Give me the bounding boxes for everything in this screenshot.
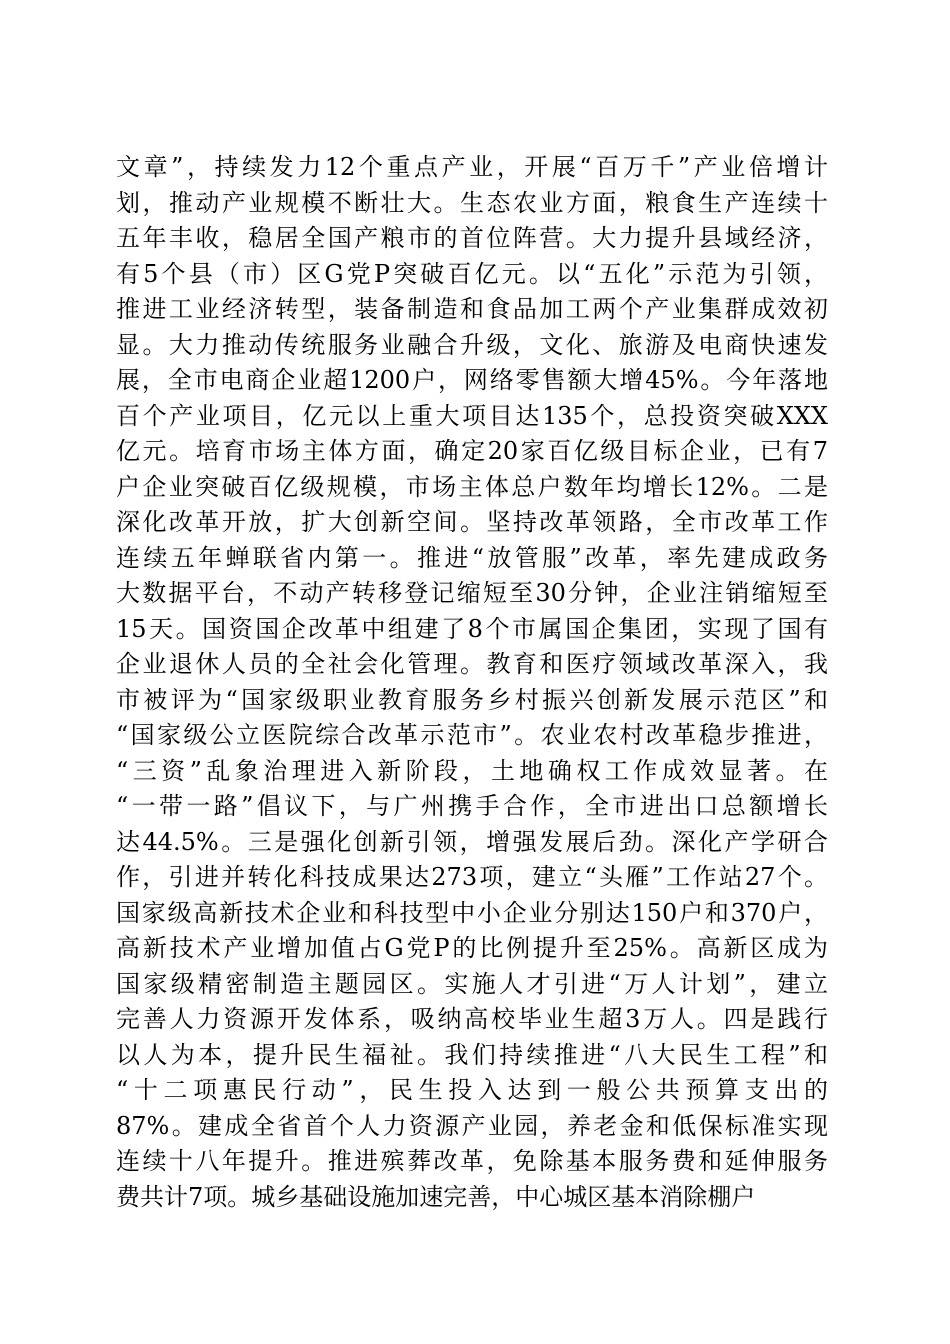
text-line-18: “三资”乱象治理进入新阶段，土地确权工作成效显著。在 bbox=[116, 756, 828, 785]
text-line-25: 完善人力资源开发体系，吸纳高校毕业生超3万人。四是践行 bbox=[116, 1005, 828, 1033]
text-line-30: 费共计7项。城乡基础设施加速完善，中心城区基本消除棚户 bbox=[116, 1182, 756, 1211]
text-line-8: 百个产业项目，亿元以上重大项目达135个，总投资突破XXX bbox=[116, 401, 828, 430]
text-line-22: 国家级高新技术企业和科技型中小企业分别达150户和370户， bbox=[116, 898, 828, 927]
text-line-16: 市被评为“国家级职业教育服务乡村振兴创新发展示范区”和 bbox=[116, 685, 828, 714]
text-line-19: “一带一路”倡议下，与广州携手合作，全市进出口总额增长 bbox=[116, 792, 828, 820]
text-line-4: 有5个县（市）区G党P突破百亿元。以“五化”示范为引领， bbox=[116, 259, 828, 288]
text-line-14: 15天。国资国企改革中组建了8个市属国企集团，实现了国有 bbox=[116, 614, 828, 643]
text-line-28: 87%。建成全省首个人力资源产业园，养老金和低保标准实现 bbox=[116, 1111, 828, 1140]
text-line-9: 亿元。培育市场主体方面，确定20家百亿级目标企业，已有7 bbox=[116, 437, 828, 465]
text-line-12: 连续五年蝉联省内第一。推进“放管服”改革，率先建成政务 bbox=[116, 543, 828, 572]
text-line-6: 显。大力推动传统服务业融合升级，文化、旅游及电商快速发 bbox=[116, 330, 828, 359]
text-line-3: 五年丰收，稳居全国产粮市的首位阵营。大力提升县域经济， bbox=[116, 224, 828, 252]
text-line-7: 展，全市电商企业超1200户，网络零售额大增45%。今年落地 bbox=[116, 366, 828, 394]
text-line-24: 国家级精密制造主题园区。实施人才引进“万人计划”，建立 bbox=[116, 969, 828, 998]
body-paragraph bbox=[116, 150, 828, 1215]
text-line-20: 达44.5%。三是强化创新引领，增强发展后劲。深化产学研合 bbox=[116, 827, 828, 856]
text-line-29: 连续十八年提升。推进殡葬改革，免除基本服务费和延伸服务 bbox=[116, 1147, 828, 1175]
text-line-13: 大数据平台，不动产转移登记缩短至30分钟，企业注销缩短至 bbox=[116, 579, 828, 607]
text-line-17: “国家级公立医院综合改革示范市”。农业农村改革稳步推进， bbox=[116, 721, 828, 749]
text-line-15: 企业退休人员的全社会化管理。教育和医疗领域改革深入，我 bbox=[116, 650, 828, 678]
text-line-5: 推进工业经济转型，装备制造和食品加工两个产业集群成效初 bbox=[116, 295, 828, 323]
text-line-10: 户企业突破百亿级规模，市场主体总户数年均增长12%。二是 bbox=[116, 472, 828, 501]
text-line-27: “十二项惠民行动”，民生投入达到一般公共预算支出的 bbox=[116, 1076, 828, 1104]
text-line-23: 高新技术产业增加值占G党P的比例提升至25%。高新区成为 bbox=[116, 934, 828, 962]
text-line-21: 作，引进并转化科技成果达273项，建立“头雁”工作站27个。 bbox=[116, 863, 828, 891]
text-line-2: 划，推动产业规模不断壮大。生态农业方面，粮食生产连续十 bbox=[116, 188, 828, 217]
text-line-26: 以人为本，提升民生福祉。我们持续推进“八大民生工程”和 bbox=[116, 1040, 828, 1069]
text-line-1: 文章”，持续发力12个重点产业，开展“百万千”产业倍增计 bbox=[116, 153, 828, 181]
text-line-11: 深化改革开放，扩大创新空间。坚持改革领路，全市改革工作 bbox=[116, 508, 828, 536]
